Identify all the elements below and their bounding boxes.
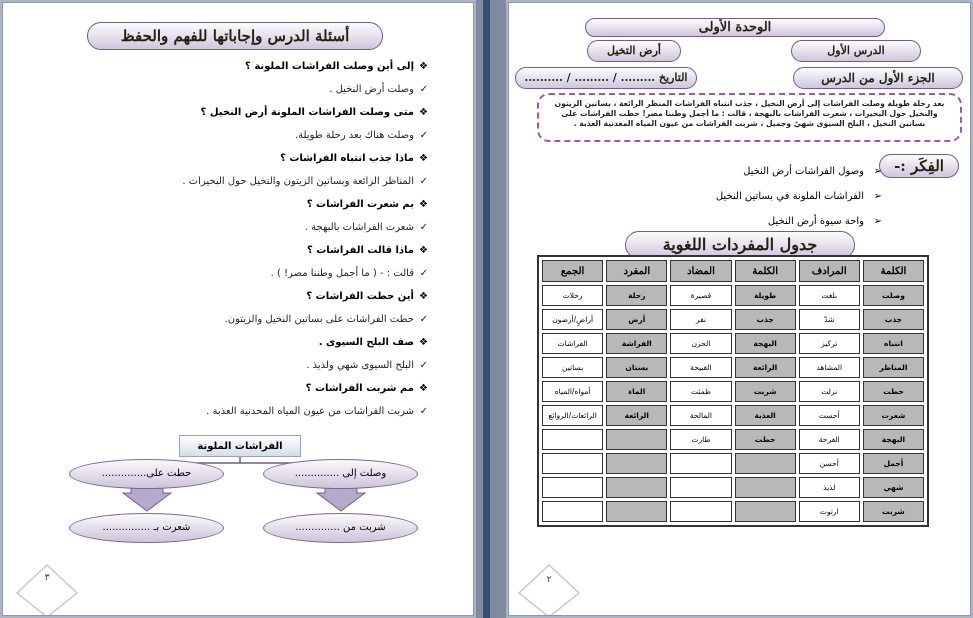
vocab-cell: نزلت: [799, 381, 860, 402]
check-icon: ✓: [419, 360, 428, 371]
vocab-cell: حطت: [735, 429, 796, 450]
vocab-header-cell: المضاد: [670, 260, 731, 282]
qa-list: [48, 55, 428, 423]
vocab-cell: أراضٍ/أرضون: [542, 309, 603, 330]
vocab-cell: [670, 477, 731, 498]
vocab-cell: [735, 453, 796, 474]
arrow-left-icon: ➢: [873, 166, 882, 177]
question-text: صف البلح السيوى .: [318, 337, 414, 348]
answer-text: حطت الفراشات على بساتين النخيل والزيتون.: [224, 314, 414, 325]
vocab-body: [542, 285, 924, 522]
vocab-table: [537, 255, 929, 527]
vocab-cell: [606, 477, 667, 498]
vocab-cell: [606, 429, 667, 450]
diamond-bullet-icon: ❖: [419, 337, 428, 348]
check-icon: ✓: [419, 130, 428, 141]
question: [48, 331, 428, 354]
vocab-cell: [670, 501, 731, 522]
question: [48, 55, 428, 78]
check-icon: ✓: [419, 222, 428, 233]
vocab-cell: انتباه: [863, 333, 924, 354]
diagram-box-drank: شربت من ..............: [263, 513, 418, 543]
diagram-box-arrived: وصلت إلى ..............: [263, 459, 418, 489]
vocab-header-cell: الكلمة: [735, 260, 796, 282]
vocab-cell: وصلت: [863, 285, 924, 306]
diamond-bullet-icon: ❖: [419, 291, 428, 302]
vocab-cell: بساتين: [542, 357, 603, 378]
vocab-header-cell: المرادف: [799, 260, 860, 282]
vocab-row: [542, 501, 924, 522]
vocab-row: [542, 381, 924, 402]
ideas-list: [716, 159, 882, 234]
question: [48, 101, 428, 124]
vocab-title: جدول المفردات اللغوية: [625, 231, 855, 259]
vocab-cell: الفرحة: [799, 429, 860, 450]
unit-title: الوحدة الأولى: [585, 18, 885, 37]
answer: [48, 78, 428, 101]
vocab-cell: [542, 429, 603, 450]
vocab-cell: [735, 501, 796, 522]
vocab-cell: قصيرة: [670, 285, 731, 306]
vocab-cell: ارتوت: [799, 501, 860, 522]
vocab-cell: البهجة: [863, 429, 924, 450]
vocab-cell: الماء: [606, 381, 667, 402]
vocab-cell: لذيذ: [799, 477, 860, 498]
answer: [48, 308, 428, 331]
question: [48, 239, 428, 262]
answer-text: شربت الفراشات من عيون المياه المحدنية العذبة .: [206, 406, 414, 417]
lesson-name: أرض التخيل: [587, 40, 681, 62]
vocab-header-cell: المفرد: [606, 260, 667, 282]
vocab-cell: شربت: [735, 381, 796, 402]
vocab-cell: [542, 453, 603, 474]
vocab-cell: المناظر: [863, 357, 924, 378]
lesson-summary: بعد رحلة طويلة وصلت الفراشات إلى أرض النخيل ، جذب انتباه الفراشات المنظر الرائعة ، بساتين الزيتون والنخيل حول البحيرات ، شعرت الفراشات بالبهجة ، قالت : ما أجمل وطننا مصر! حطت الفراشات على بساتين النخيل ، البلح السيوى شهيٌ وجميل ، شربت الفراشات من عيون المياه المعدنية العذبة .: [537, 93, 962, 142]
vocab-row: [542, 453, 924, 474]
answer: [48, 262, 428, 285]
answer: [48, 216, 428, 239]
vocab-cell: رحلات: [542, 285, 603, 306]
answer: [48, 354, 428, 377]
vocab-cell: الرائعة: [735, 357, 796, 378]
answer: [48, 170, 428, 193]
lesson-title: الدرس الأول: [791, 40, 921, 62]
answer: [48, 124, 428, 147]
vocab-cell: جذب: [863, 309, 924, 330]
question-text: بم شعرت الفراشات ؟: [306, 199, 414, 210]
vocab-header-row: [542, 260, 924, 282]
vocab-row: [542, 429, 924, 450]
vocab-cell: رحلة: [606, 285, 667, 306]
vocab-cell: [606, 453, 667, 474]
diamond-bullet-icon: ❖: [419, 61, 428, 72]
left-page: [2, 2, 474, 616]
diagram-box-landed: حطت على..............: [69, 459, 224, 489]
answer: [48, 400, 428, 423]
check-icon: ✓: [419, 268, 428, 279]
question-text: أين حطت الفراشات ؟: [306, 291, 414, 302]
vocab-cell: أحسن: [799, 453, 860, 474]
part-title: الجزء الأول من الدرس: [793, 67, 963, 89]
vocab-cell: أحست: [799, 405, 860, 426]
check-icon: ✓: [419, 176, 428, 187]
idea-text: وصول الفراشات أرض النخيل: [743, 166, 864, 177]
arrow-left-icon: ➢: [873, 191, 882, 202]
vocab-cell: [542, 501, 603, 522]
vocab-row: [542, 477, 924, 498]
vocab-cell: أمواه/المياه: [542, 381, 603, 402]
vocab-cell: الحزن: [670, 333, 731, 354]
answer-text: وصلت هناك بعد رحلة طويلة.: [294, 130, 414, 141]
vocab-cell: [542, 477, 603, 498]
page-divider: [476, 0, 506, 618]
vocab-cell: حطت: [863, 381, 924, 402]
idea-text: واحة سيوة أرض النخيل: [767, 216, 864, 227]
vocab-cell: [735, 477, 796, 498]
question-text: متى وصلت الفراشات الملونة أرض النخيل ؟: [200, 107, 414, 118]
answer-text: قالت : - ( ما أجمل وطننا مصر! ) .: [270, 268, 414, 279]
vocab-header-cell: الكلمة: [863, 260, 924, 282]
vocab-cell: طويلة: [735, 285, 796, 306]
vocab-cell: الفراشات: [542, 333, 603, 354]
page-corner-diamond: [519, 565, 579, 616]
vocab-cell: بستان: [606, 357, 667, 378]
vocab-cell: طارت: [670, 429, 731, 450]
vocab-header-cell: الجمع: [542, 260, 603, 282]
diagram-title: الفراشات الملونة: [179, 435, 301, 457]
vocab-cell: شهي: [863, 477, 924, 498]
check-icon: ✓: [419, 84, 428, 95]
qa-title: أسئلة الدرس وإجاباتها للفهم والحفظ: [87, 22, 383, 50]
diamond-bullet-icon: ❖: [419, 153, 428, 164]
question-text: مم شربت الفراشات ؟: [305, 383, 414, 394]
page-number: ٣: [44, 573, 50, 583]
right-page: [508, 2, 971, 616]
answer-text: وصلت أرض النخيل .: [329, 84, 414, 95]
vocab-row: [542, 405, 924, 426]
vocab-cell: ظمئت: [670, 381, 731, 402]
answer-text: المناظر الرائعة وبساتين الزيتون والنخيل حول البحيرات .: [182, 176, 414, 187]
vocab-cell: [606, 501, 667, 522]
check-icon: ✓: [419, 406, 428, 417]
diagram-box-felt: شعرت بـ ...............: [69, 513, 224, 543]
question: [48, 377, 428, 400]
vocab-row: [542, 285, 924, 306]
vocab-cell: جذب: [735, 309, 796, 330]
vocab-row: [542, 309, 924, 330]
vocab-cell: تركيز: [799, 333, 860, 354]
vocab-cell: نفر: [670, 309, 731, 330]
question: [48, 285, 428, 308]
vocab-cell: الرائعات/الروائع: [542, 405, 603, 426]
divider-bar: [483, 0, 490, 618]
vocab-cell: أجمل: [863, 453, 924, 474]
idea-text: الفراشات الملونة في بساتين النخيل: [715, 191, 864, 202]
page-number: ٢: [546, 575, 552, 585]
check-icon: ✓: [419, 314, 428, 325]
idea-item: [716, 184, 882, 209]
vocab-cell: الفراشة: [606, 333, 667, 354]
vocab-row: [542, 333, 924, 354]
vocab-cell: [670, 453, 731, 474]
diamond-bullet-icon: ❖: [419, 107, 428, 118]
vocab-cell: البهجة: [735, 333, 796, 354]
vocab-cell: المالحة: [670, 405, 731, 426]
question: [48, 147, 428, 170]
answer-text: شعرت الفراشات بالبهجة .: [304, 222, 414, 233]
date-field: التاريخ ......... / ......... / ..........: [515, 67, 697, 89]
diamond-bullet-icon: ❖: [419, 199, 428, 210]
vocab-cell: القبيحة: [670, 357, 731, 378]
answer-text: البلح السيوى شهي ولذيذ .: [306, 360, 414, 371]
idea-item: [716, 159, 882, 184]
vocab-cell: شعرت: [863, 405, 924, 426]
vocab-row: [542, 357, 924, 378]
question-text: ماذا قالت الفراشات ؟: [306, 245, 414, 256]
vocab-cell: المشاهد: [799, 357, 860, 378]
vocab-cell: الرائعة: [606, 405, 667, 426]
vocab-cell: العذبة: [735, 405, 796, 426]
ideas-title: الفِكَر :-: [879, 154, 959, 178]
vocab-cell: شدّ: [799, 309, 860, 330]
question: [48, 193, 428, 216]
question-text: ماذا جذب انتباه الفراشات ؟: [280, 153, 414, 164]
vocab-cell: أرض: [606, 309, 667, 330]
question-text: إلى أين وصلت الفراشات الملونة ؟: [245, 61, 414, 72]
arrow-left-icon: ➢: [873, 216, 882, 227]
diamond-bullet-icon: ❖: [419, 245, 428, 256]
vocab-cell: شربت: [863, 501, 924, 522]
vocab-cell: بلغت: [799, 285, 860, 306]
diamond-bullet-icon: ❖: [419, 383, 428, 394]
